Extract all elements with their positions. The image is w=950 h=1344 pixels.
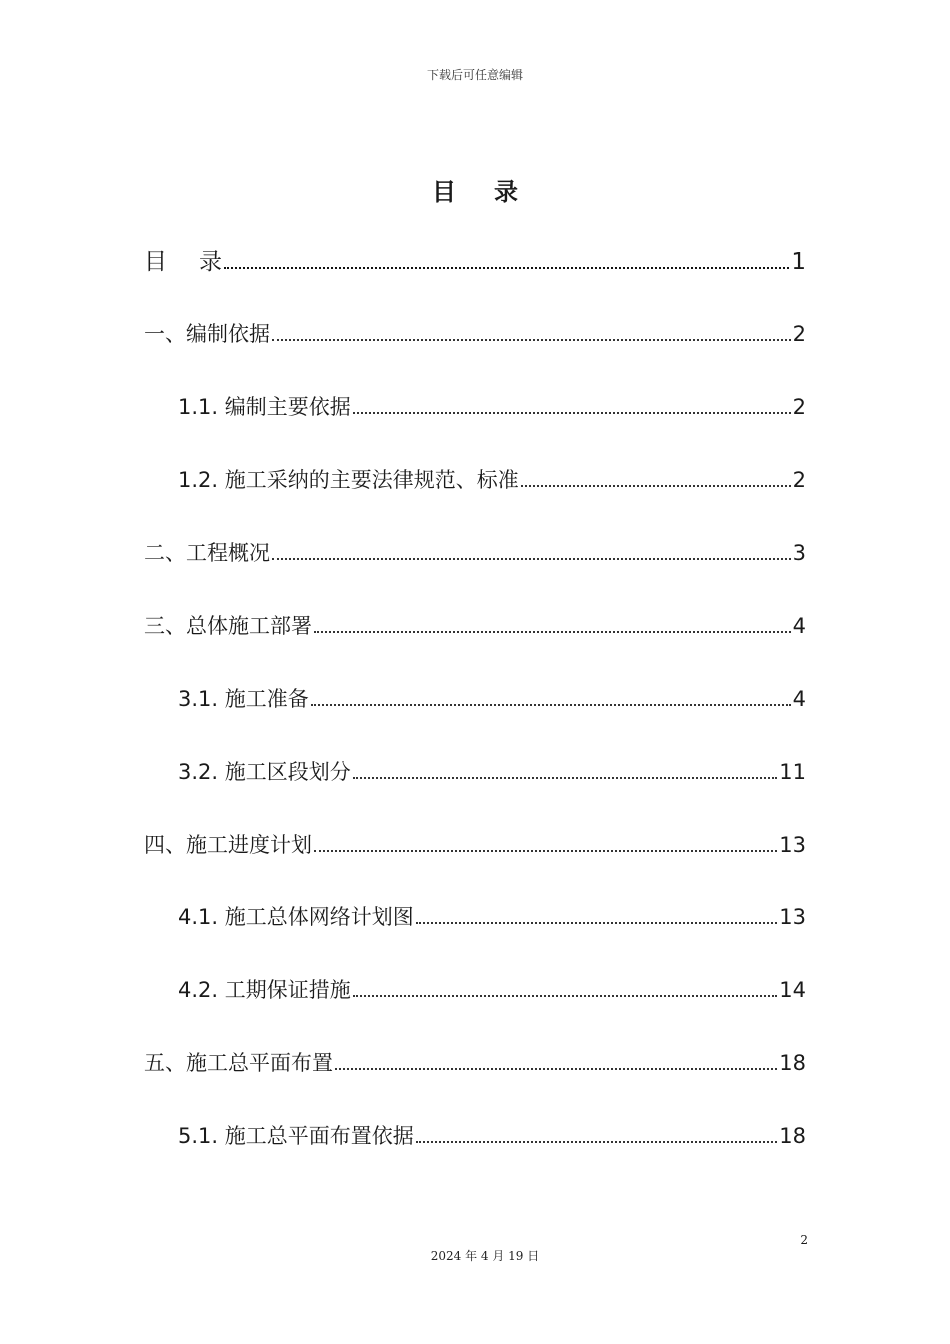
- toc-dot-leader: [353, 392, 791, 422]
- toc-entry-label: 4.2. 工期保证措施: [178, 978, 351, 1002]
- toc-entry-label: 二、工程概况: [144, 541, 270, 565]
- toc-entry-label: 4.1. 施工总体网络计划图: [178, 905, 414, 929]
- toc-entry-label: 四、施工进度计划: [144, 833, 312, 857]
- toc-entry-label: 五、施工总平面布置: [144, 1051, 333, 1075]
- toc-entry-label: 5.1. 施工总平面布置依据: [178, 1124, 414, 1148]
- toc-entry-3-1[interactable]: [178, 684, 806, 714]
- toc-entry-section-2[interactable]: [144, 538, 806, 568]
- toc-entry-3-2[interactable]: [178, 757, 806, 787]
- toc-entry-section-1[interactable]: [144, 319, 806, 349]
- toc-entry-label-b: 录: [199, 249, 222, 275]
- page-title-part1: 目: [432, 178, 456, 206]
- toc-entry-page: 14: [779, 978, 806, 1002]
- toc-dot-leader: [521, 465, 791, 495]
- page-title-part2: 录: [494, 178, 518, 206]
- toc-dot-leader: [311, 684, 791, 714]
- toc-entry-page: 18: [779, 1051, 806, 1075]
- toc-entry-1-2[interactable]: [178, 465, 806, 495]
- toc-dot-leader: [353, 757, 778, 787]
- toc-entry-page: 4: [792, 614, 806, 638]
- header-note: 下载后可任意编辑: [426, 68, 523, 82]
- toc-dot-leader: [416, 902, 778, 932]
- toc-entry-page: 4: [792, 687, 806, 711]
- toc-entry-label: 1.1. 编制主要依据: [178, 395, 351, 419]
- toc-entry-page: 13: [779, 833, 806, 857]
- toc-entry-page: 2: [792, 468, 806, 492]
- toc-entry-page: 13: [779, 905, 806, 929]
- toc-entry-1-1[interactable]: [178, 392, 806, 422]
- toc-entry-section-4[interactable]: [144, 830, 806, 860]
- toc-dot-leader: [353, 975, 778, 1005]
- toc-dot-leader: [224, 247, 789, 277]
- toc-entry-page: 3: [792, 541, 806, 565]
- toc-entry-label: 1.2. 施工采纳的主要法律规范、标准: [178, 468, 519, 492]
- toc-dot-leader: [314, 611, 791, 641]
- toc-entry-label: 三、总体施工部署: [144, 614, 312, 638]
- toc-dot-leader: [272, 319, 791, 349]
- page-number: 2: [800, 1233, 808, 1247]
- toc-entry-page: 2: [792, 395, 806, 419]
- footer-date: 2024 年 4 月 19 日: [430, 1249, 540, 1263]
- toc-entry-page: 18: [779, 1124, 806, 1148]
- toc-entry-page: 11: [779, 760, 806, 784]
- toc-entry-contents[interactable]: [144, 247, 806, 277]
- toc-entry-section-5[interactable]: [144, 1048, 806, 1078]
- toc-entry-5-1[interactable]: [178, 1121, 806, 1151]
- toc-entry-label: [144, 247, 222, 277]
- toc-entry-label-a: 目: [144, 249, 167, 275]
- toc-dot-leader: [314, 830, 777, 860]
- toc-entry-page: 2: [792, 322, 806, 346]
- toc-dot-leader: [416, 1121, 778, 1151]
- toc-entry-label: 3.2. 施工区段划分: [178, 760, 351, 784]
- toc-entry-4-1[interactable]: [178, 902, 806, 932]
- toc-dot-leader: [272, 538, 791, 568]
- toc-dot-leader: [335, 1048, 777, 1078]
- toc-entry-section-3[interactable]: [144, 611, 806, 641]
- toc-entry-label: 一、编制依据: [144, 322, 270, 346]
- toc-entry-label: 3.1. 施工准备: [178, 687, 309, 711]
- toc-entry-4-2[interactable]: [178, 975, 806, 1005]
- toc-entry-page: 1: [791, 249, 806, 275]
